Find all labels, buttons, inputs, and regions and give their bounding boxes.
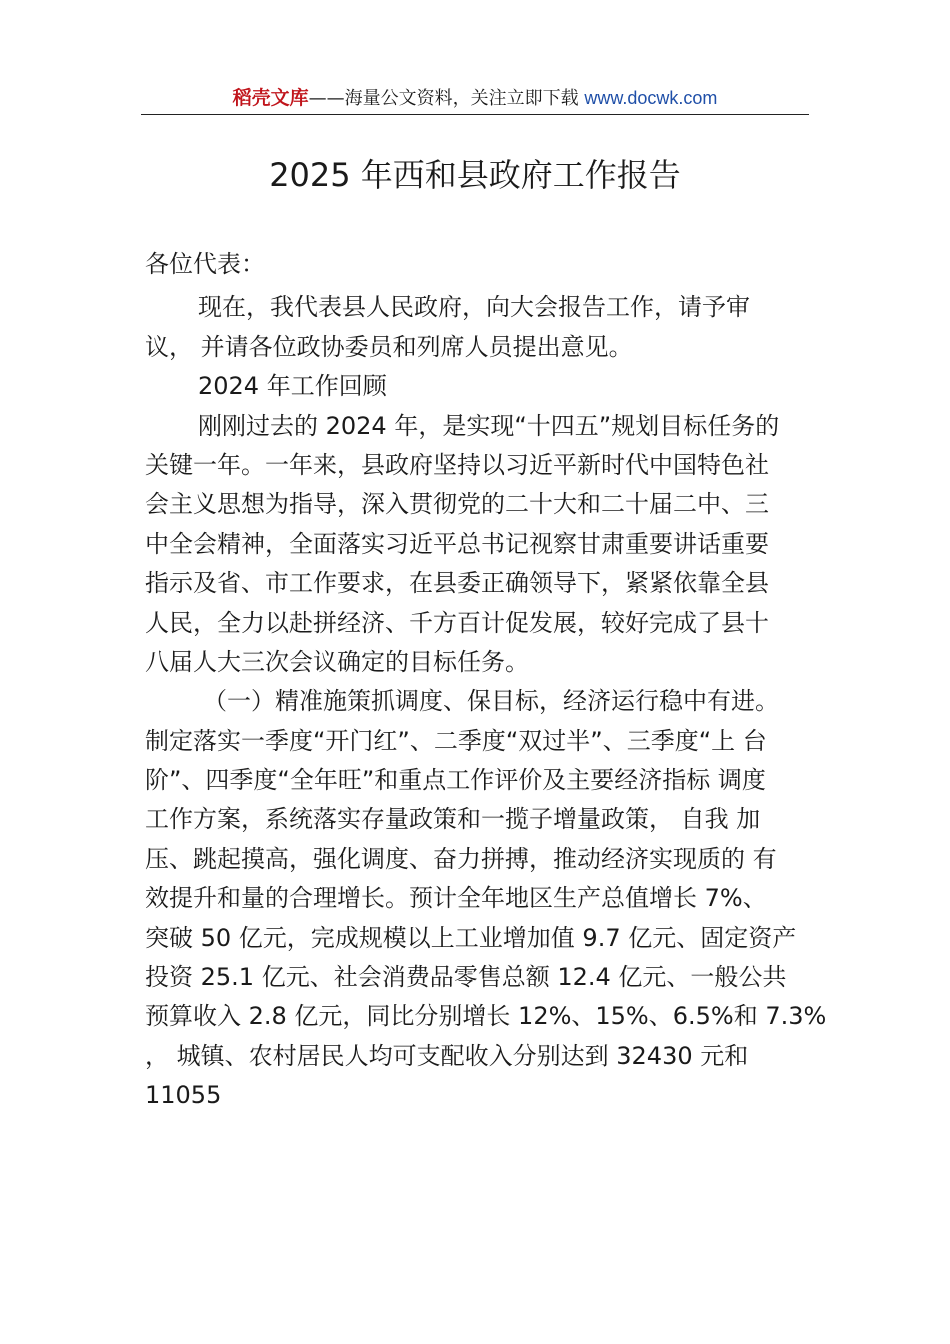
paragraph-line: 议， 并请各位政协委员和列席人员提出意见。 [145,332,633,361]
header-divider [141,114,809,115]
header-tagline: ——海量公文资料，关注立即下载 [308,88,585,109]
paragraph-line: 11055 [145,1081,222,1110]
paragraph-line: 现在，我代表县人民政府，向大会报告工作，请予审 [198,293,750,322]
section-heading: 2024 年工作回顾 [198,372,387,401]
salutation: 各位代表： [145,250,265,278]
paragraph-line: ， 城镇、农村居民人均可支配收入分别达到 32430 元和 [145,1041,749,1070]
paragraph-line: 刚刚过去的 2024 年，是实现“十四五”规划目标任务的 [198,411,780,440]
paragraph-line: 指示及省、市工作要求，在县委正确领导下，紧紧依靠全县 [145,569,769,598]
paragraph-line: 突破 50 亿元，完成规模以上工业增加值 9.7 亿元、固定资产 [145,923,797,952]
paragraph-line: 人民，全力以赴拼经济、千方百计促发展，较好完成了县十 [145,608,769,637]
paragraph-line: 制定落实一季度“开门红”、二季度“双过半”、三季度“上 台 [145,726,767,755]
page-header [141,84,809,114]
subsection-heading: （一）精准施策抓调度、保目标，经济运行稳中有进。 [203,687,779,716]
paragraph-line: 预算收入 2.8 亿元，同比分别增长 12%、15%、6.5%和 7.3% [145,1002,827,1031]
paragraph-line: 效提升和量的合理增长。预计全年地区生产总值增长 7%、 [145,884,767,913]
document-title: 2025 年西和县政府工作报告 [269,156,681,194]
paragraph-line: 八届人大三次会议确定的目标任务。 [145,647,529,676]
paragraph-line: 投资 25.1 亿元、社会消费品零售总额 12.4 亿元、一般公共 [145,963,787,992]
brand-name: 稻壳文库 [232,87,309,109]
paragraph-line: 关键一年。一年来，县政府坚持以习近平新时代中国特色社 [145,450,769,479]
paragraph-line: 工作方案，系统落实存量政策和一揽子增量政策， 自我 加 [145,805,761,834]
site-link[interactable]: www.docwk.com [584,88,718,108]
paragraph-line: 中全会精神，全面落实习近平总书记视察甘肃重要讲话重要 [145,529,769,558]
paragraph-line: 压、跳起摸高，强化调度、奋力拼搏，推动经济实现质的 有 [145,844,777,873]
paragraph-line: 会主义思想为指导，深入贯彻党的二十大和二十届二中、三 [145,490,769,519]
paragraph-line: 阶”、四季度“全年旺”和重点工作评价及主要经济指标 调度 [145,766,766,795]
document-body [145,245,825,1116]
